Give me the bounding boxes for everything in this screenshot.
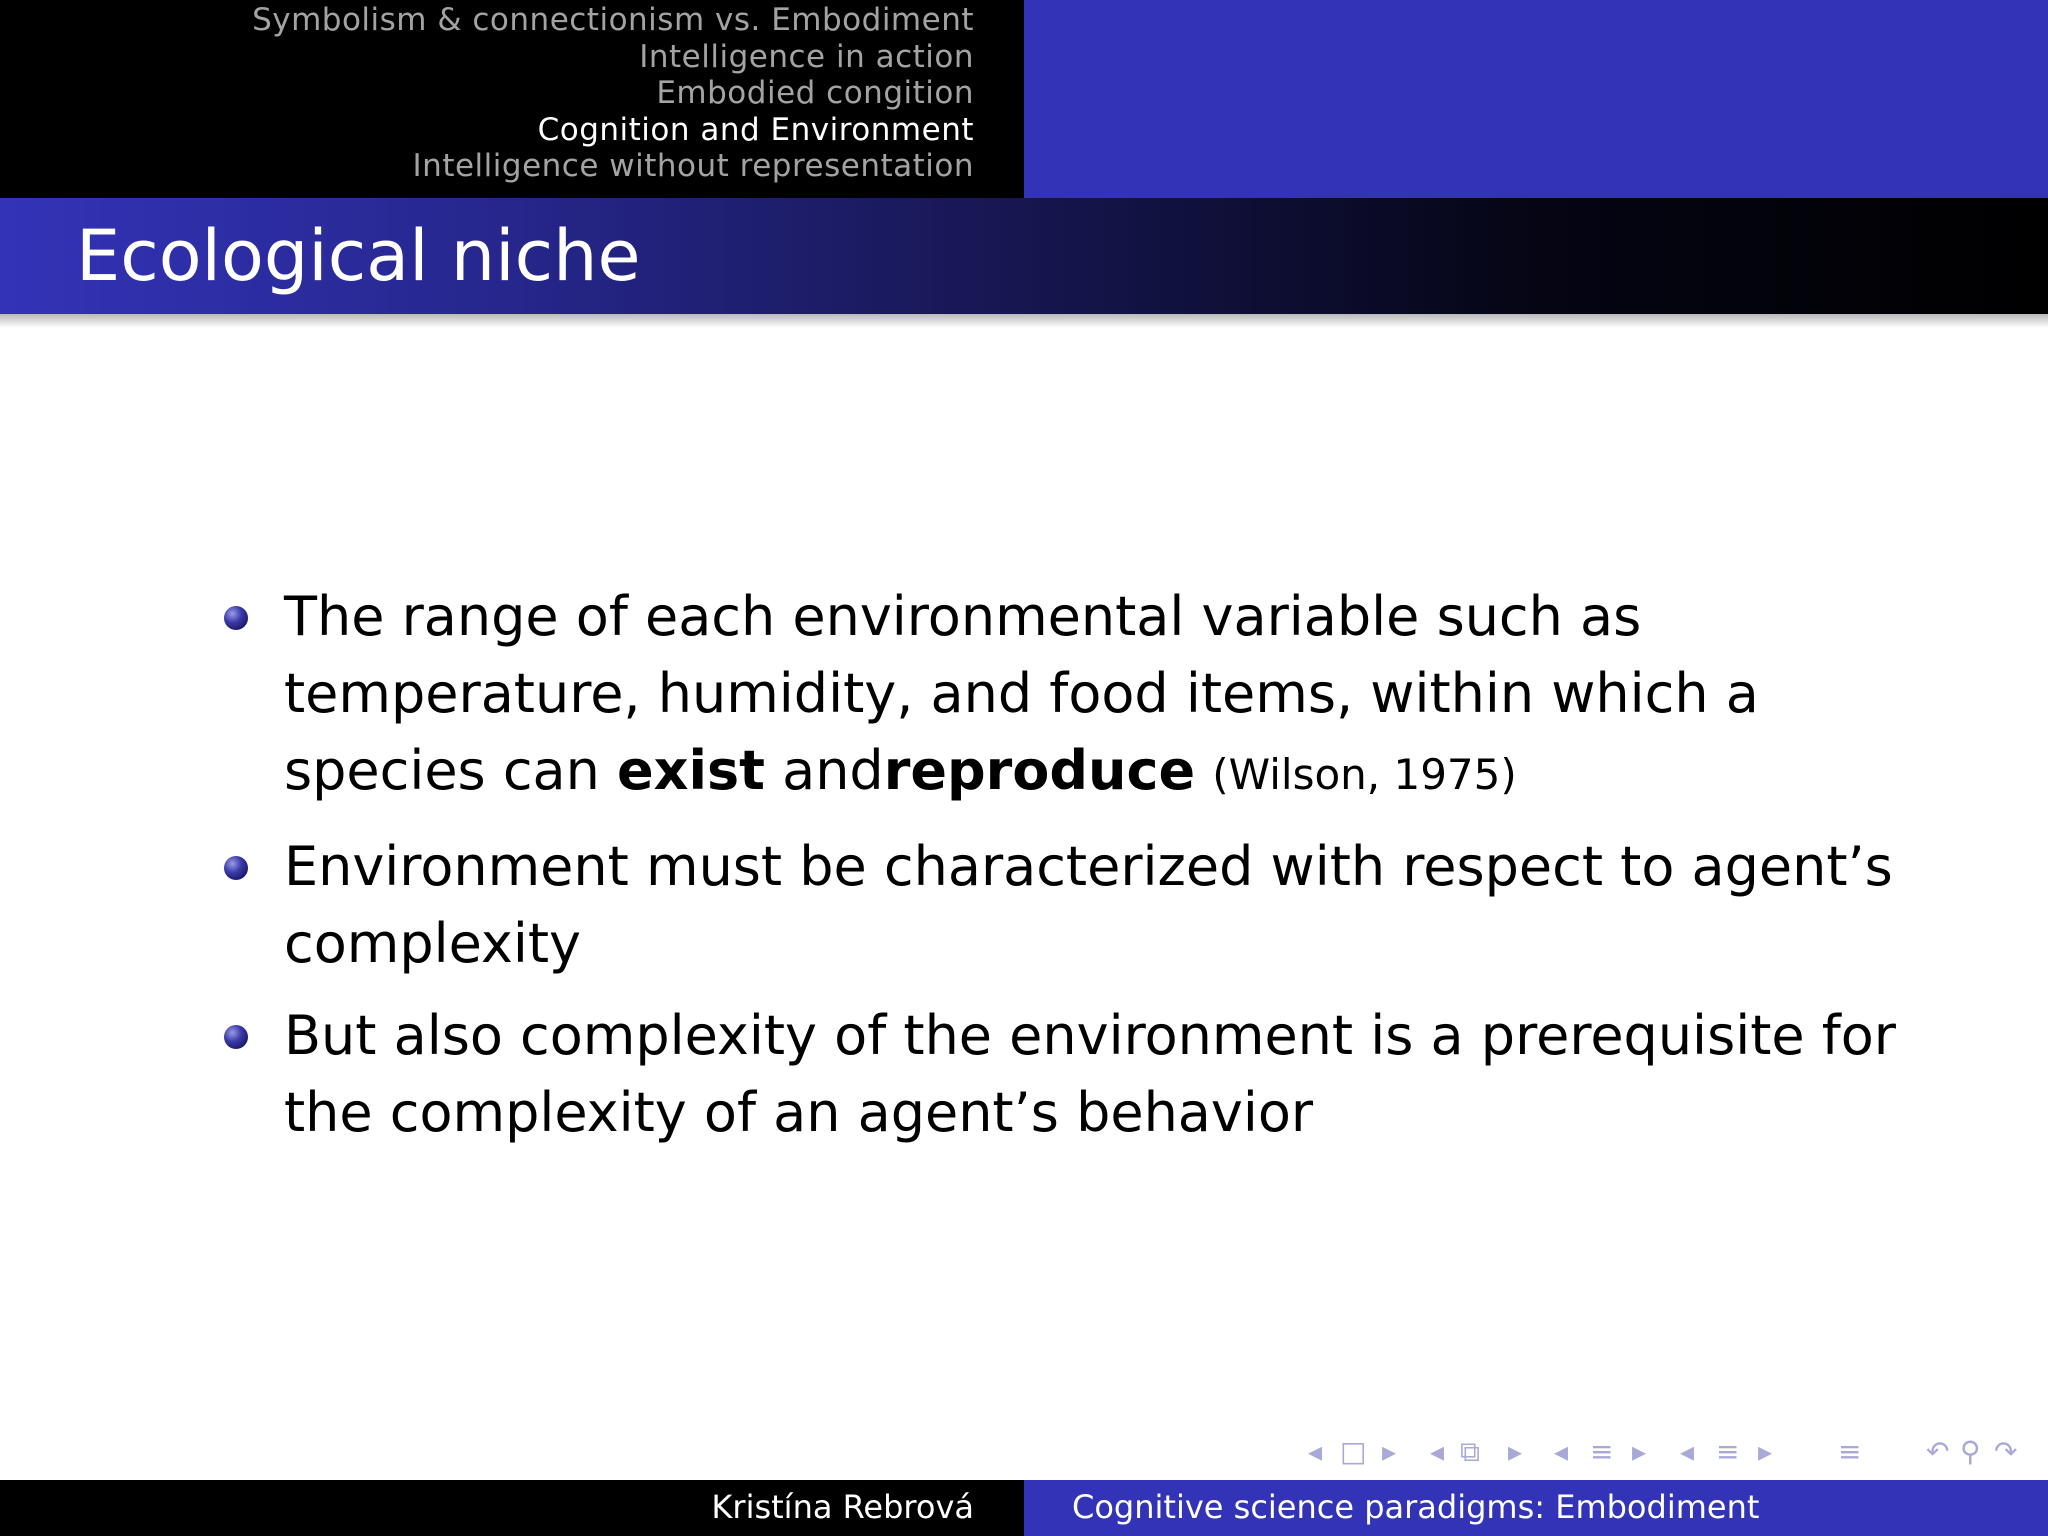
emphasis-reproduce: reproduce [883, 739, 1196, 802]
next-subsection-icon[interactable]: ▸ [1632, 1435, 1647, 1468]
bullet-text: The range of each environmental variable such as temperature, humidity, and food items, within which a species can [284, 585, 1759, 802]
footer-author-panel [0, 1480, 1024, 1536]
bullet-list [220, 578, 1900, 1166]
bullet-text: Environment must be characterized with respect to agent’s complexity [284, 835, 1893, 975]
prev-slide-icon[interactable]: ◂ [1308, 1435, 1323, 1468]
nav-section-symbolism[interactable]: Symbolism & connectionism vs. Embodiment [252, 2, 974, 38]
section-icon[interactable]: ≡ [1716, 1435, 1740, 1468]
bullet-item-environment-characterization [220, 828, 1900, 982]
back-icon[interactable]: ↶ [1926, 1435, 1950, 1468]
bullet-item-ecological-niche-definition [220, 578, 1900, 813]
bullet-text: But also complexity of the environment is a prerequisite for the complexity of an agent’s behavior [284, 1004, 1897, 1144]
section-navigation-panel [0, 0, 1024, 198]
nav-section-embodied-cognition[interactable]: Embodied congition [656, 75, 974, 112]
document-icon[interactable]: ≡ [1838, 1435, 1862, 1468]
bullet-text: and [764, 739, 884, 802]
citation: (Wilson, 1975) [1212, 750, 1517, 799]
subsection-icon[interactable]: ≡ [1590, 1435, 1614, 1468]
footer-title-panel [1024, 1480, 2048, 1536]
forward-icon[interactable]: ↷ [1994, 1435, 2018, 1468]
prev-section-icon[interactable]: ◂ [1680, 1435, 1695, 1468]
emphasis-exist: exist [617, 739, 765, 802]
next-slide-icon[interactable]: ▸ [1382, 1435, 1397, 1468]
footer-author: Kristína Rebrová [711, 1488, 974, 1526]
prev-subsection-icon[interactable]: ◂ [1554, 1435, 1569, 1468]
bullet-ball-icon [224, 606, 248, 630]
slide-icon[interactable]: □ [1340, 1435, 1367, 1468]
navigation-symbols [1300, 1436, 2035, 1468]
bullet-ball-icon [224, 856, 248, 880]
frame-icon[interactable]: ⧉ [1460, 1435, 1480, 1468]
footer-talk-title: Cognitive science paradigms: Embodiment [1072, 1488, 1760, 1526]
title-bar-shadow [0, 314, 2048, 328]
prev-frame-icon[interactable]: ◂ [1430, 1435, 1445, 1468]
next-frame-icon[interactable]: ▸ [1508, 1435, 1523, 1468]
section-navigation-list [252, 2, 974, 185]
bullet-ball-icon [224, 1025, 248, 1049]
frame-title: Ecological niche [76, 215, 641, 297]
bullet-item-environment-complexity [220, 997, 1900, 1151]
nav-section-cognition-and-environment[interactable]: Cognition and Environment [537, 111, 974, 148]
header-blue-panel [1024, 0, 2048, 198]
nav-section-intelligence-in-action[interactable]: Intelligence in action [639, 38, 974, 75]
next-section-icon[interactable]: ▸ [1758, 1435, 1773, 1468]
search-icon[interactable]: ⚲ [1960, 1435, 1981, 1468]
nav-section-intelligence-without-representation[interactable]: Intelligence without representation [412, 148, 974, 185]
